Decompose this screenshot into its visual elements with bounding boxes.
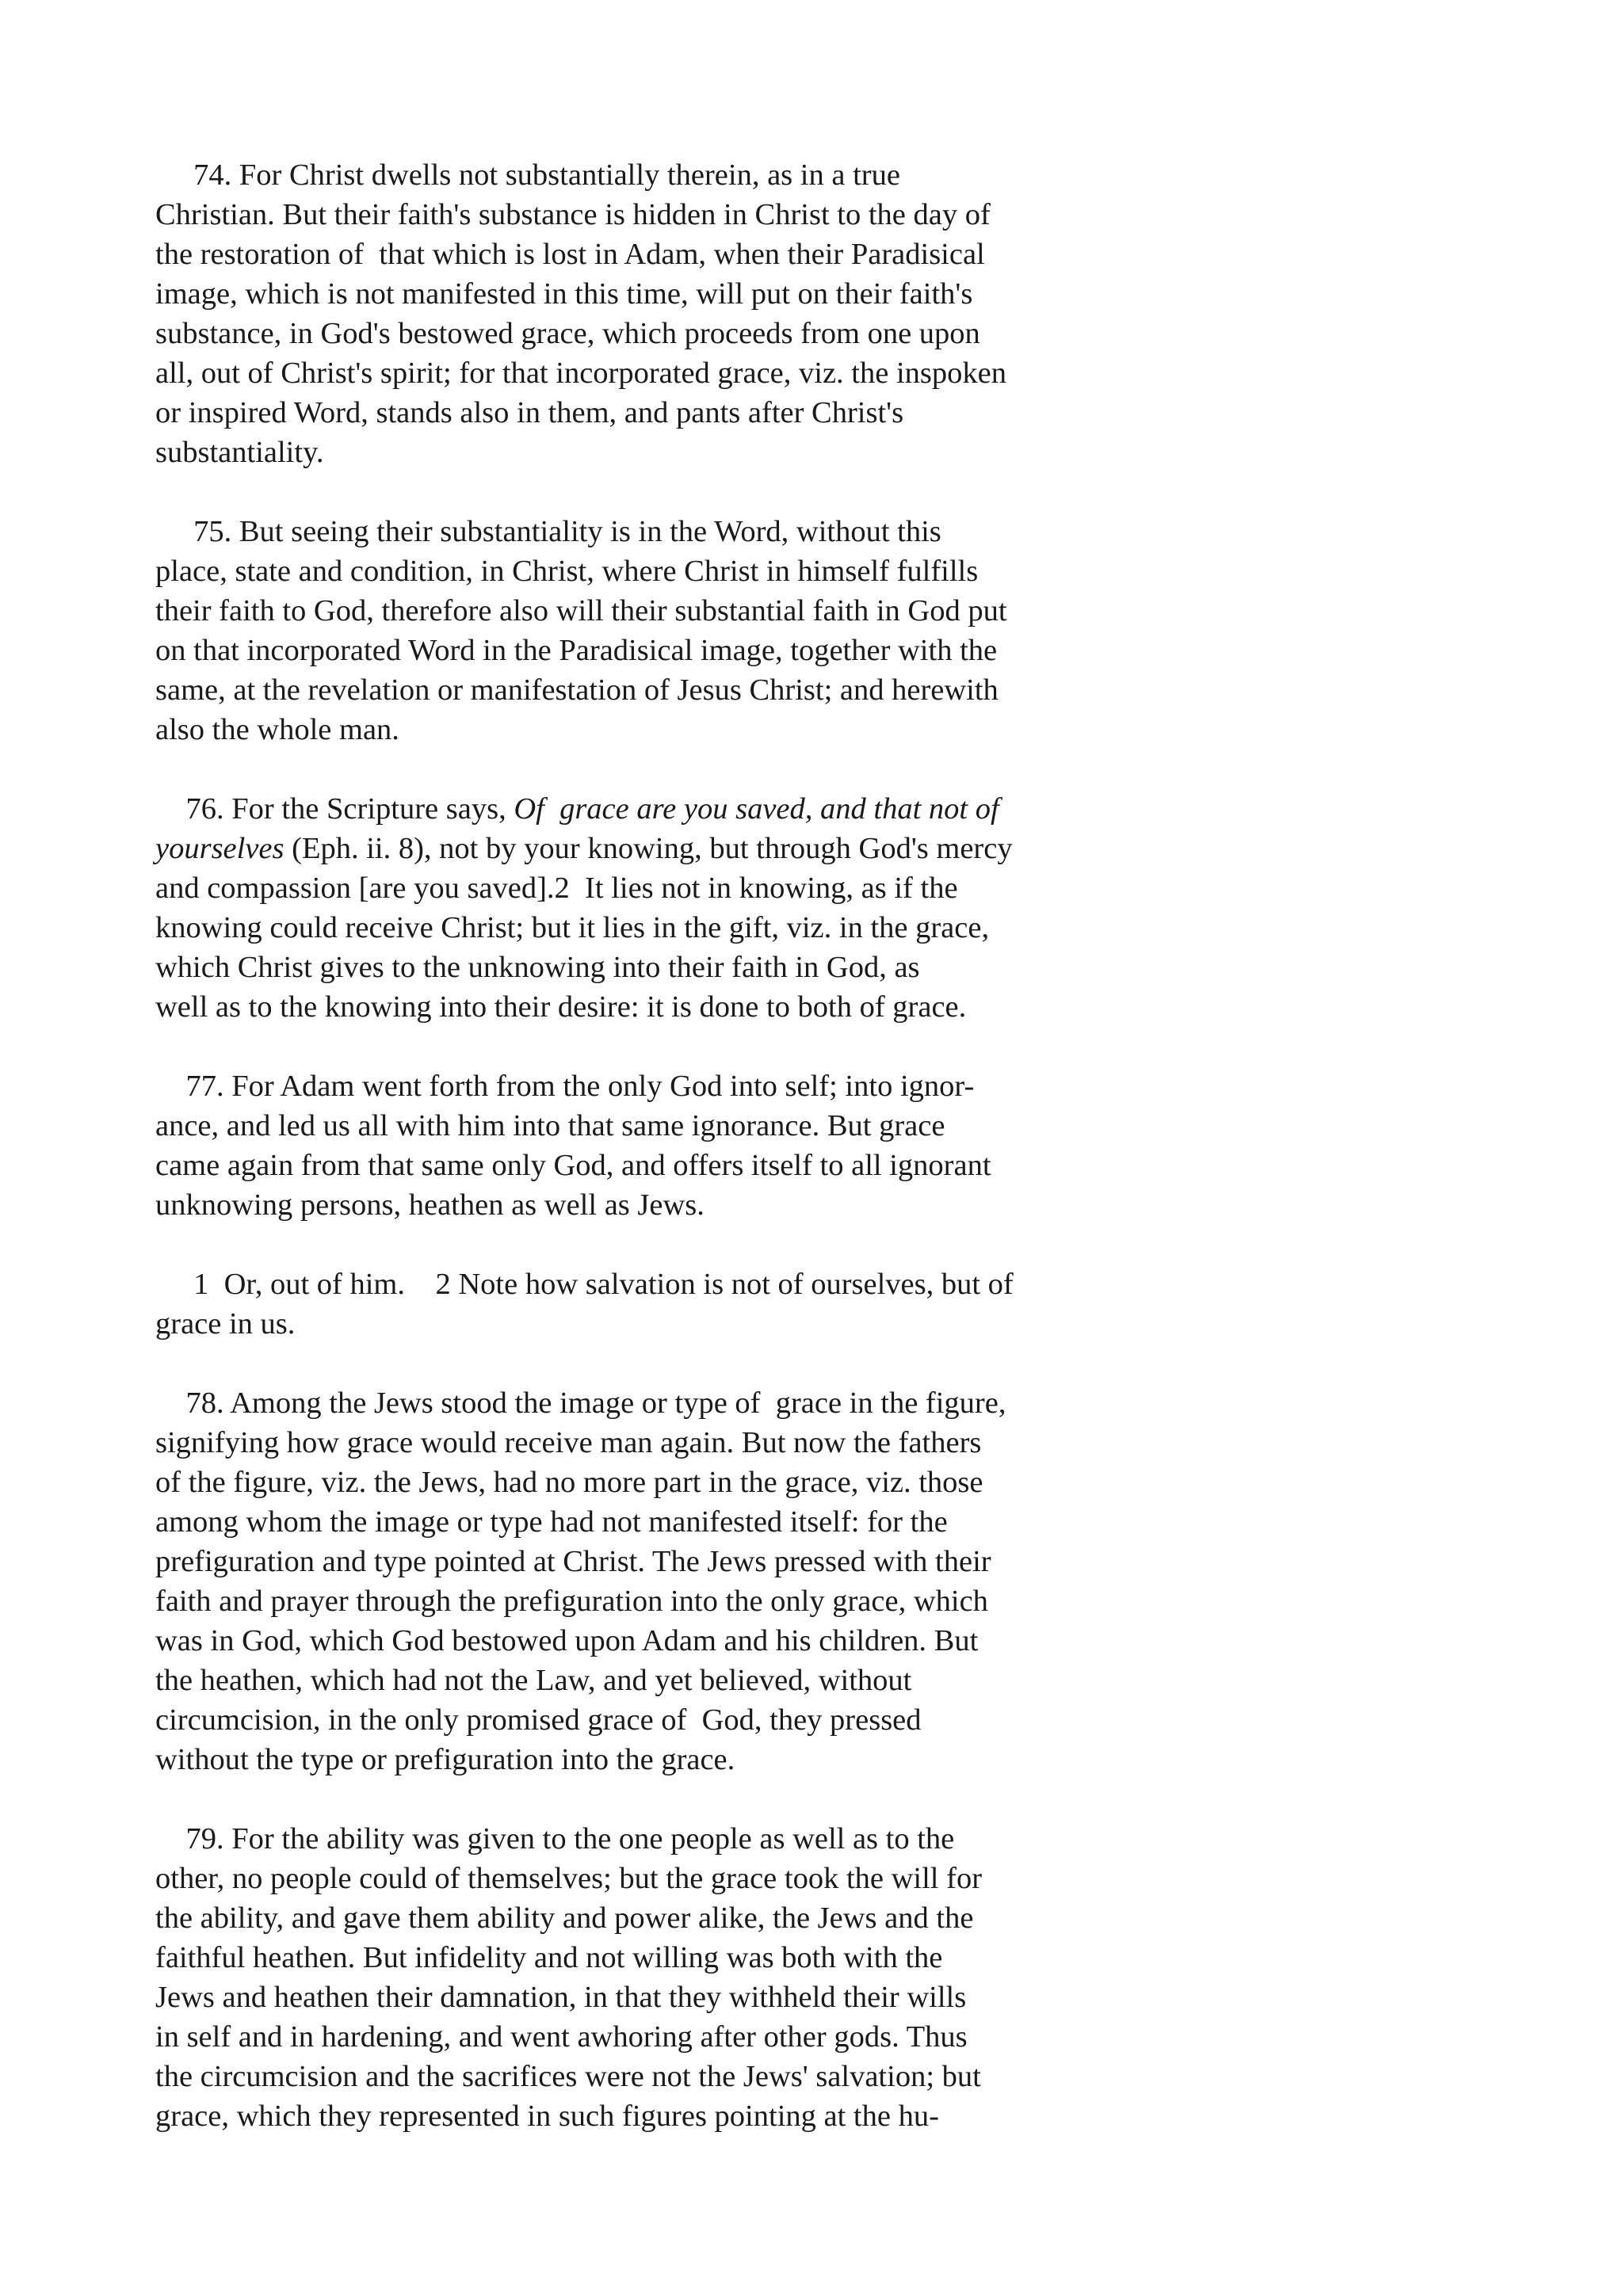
footnote-line: grace in us. <box>155 1307 296 1341</box>
text-line: unknowing persons, heathen as well as Jews. <box>155 1188 705 1222</box>
text-line: 74. For Christ dwells not substantially therein, as in a true <box>155 158 900 192</box>
text-line <box>155 829 1106 868</box>
text-line: well as to the knowing into their desire: it is done to both of grace. <box>155 990 967 1024</box>
text-line: circumcision, in the only promised grace of God, they pressed <box>155 1703 922 1737</box>
text-line: was in God, which God bestowed upon Adam and his children. But <box>155 1624 979 1657</box>
scripture-quote: Of grace are you saved, and that not of <box>514 792 999 826</box>
paragraph-76 <box>155 789 1106 1027</box>
paragraph-75 <box>155 512 1106 749</box>
text-line: faithful heathen. But infidelity and not willing was both with the <box>155 1941 943 1974</box>
text-line: also the whole man. <box>155 713 399 746</box>
text-line: and compassion [are you saved].2 It lies not in knowing, as if the <box>155 871 958 905</box>
text-line: 75. But seeing their substantiality is in the Word, without this <box>155 515 941 548</box>
text-line: which Christ gives to the unknowing into their faith in God, as <box>155 951 920 984</box>
text-line: the circumcision and the sacrifices were not the Jews' salvation; but <box>155 2060 981 2093</box>
text-line: grace, which they represented in such figures pointing at the hu- <box>155 2100 939 2133</box>
text-line: came again from that same only God, and offers itself to all ignorant <box>155 1149 991 1182</box>
text-line: 77. For Adam went forth from the only God into self; into ignor- <box>155 1070 975 1103</box>
paragraph-77 <box>155 1066 1106 1225</box>
text-line: 79. For the ability was given to the one people as well as to the <box>155 1822 955 1855</box>
text-line: other, no people could of themselves; but the grace took the will for <box>155 1862 983 1895</box>
text-line: the restoration of that which is lost in Adam, when their Paradisical <box>155 238 985 271</box>
paragraph-74 <box>155 155 1106 472</box>
text-line: substantiality. <box>155 436 324 469</box>
footnote-line: 1 Or, out of him. 2 Note how salvation is not of ourselves, but of <box>155 1268 1014 1301</box>
text-line: of the figure, viz. the Jews, had no more part in the grace, viz. those <box>155 1466 983 1499</box>
text-line <box>155 789 1106 829</box>
text-line: among whom the image or type had not manifested itself: for the <box>155 1505 948 1539</box>
footnotes <box>155 1264 1106 1344</box>
scripture-quote: yourselves <box>155 832 285 865</box>
text-line: 78. Among the Jews stood the image or type of grace in the figure, <box>155 1386 1006 1420</box>
text-line: signifying how grace would receive man again. But now the fathers <box>155 1426 982 1459</box>
paragraph-79 <box>155 1819 1106 2136</box>
text-line: the heathen, which had not the Law, and yet believed, without <box>155 1664 912 1697</box>
text-line: or inspired Word, stands also in them, and pants after Christ's <box>155 396 904 429</box>
text-line: without the type or prefiguration into the grace. <box>155 1743 735 1776</box>
text-line: Jews and heathen their damnation, in that they withheld their wills <box>155 1981 967 2014</box>
text-line: image, which is not manifested in this time, will put on their faith's <box>155 277 973 311</box>
document-page <box>155 155 1106 2176</box>
text-line: substance, in God's bestowed grace, which proceeds from one upon <box>155 317 980 350</box>
paragraph-78 <box>155 1383 1106 1779</box>
text-line: prefiguration and type pointed at Christ. The Jews pressed with their <box>155 1545 991 1578</box>
text-line: faith and prayer through the prefiguration into the only grace, which <box>155 1585 988 1618</box>
text-run: 76. For the Scripture says, <box>155 792 514 826</box>
text-line: place, state and condition, in Christ, where Christ in himself fulfills <box>155 555 979 588</box>
text-line: Christian. But their faith's substance is hidden in Christ to the day of <box>155 198 991 231</box>
text-line: same, at the revelation or manifestation of Jesus Christ; and herewith <box>155 673 999 707</box>
text-line: their faith to God, therefore also will their substantial faith in God put <box>155 594 1007 627</box>
text-line: all, out of Christ's spirit; for that incorporated grace, viz. the inspoken <box>155 357 1006 390</box>
text-line: in self and in hardening, and went awhoring after other gods. Thus <box>155 2020 968 2054</box>
text-line: the ability, and gave them ability and power alike, the Jews and the <box>155 1901 974 1935</box>
text-line: knowing could receive Christ; but it lies in the gift, viz. in the grace, <box>155 911 990 944</box>
text-run: (Eph. ii. 8), not by your knowing, but through God's mercy <box>284 832 1013 865</box>
text-line: on that incorporated Word in the Paradisical image, together with the <box>155 634 998 667</box>
text-line: ance, and led us all with him into that same ignorance. But grace <box>155 1109 945 1142</box>
